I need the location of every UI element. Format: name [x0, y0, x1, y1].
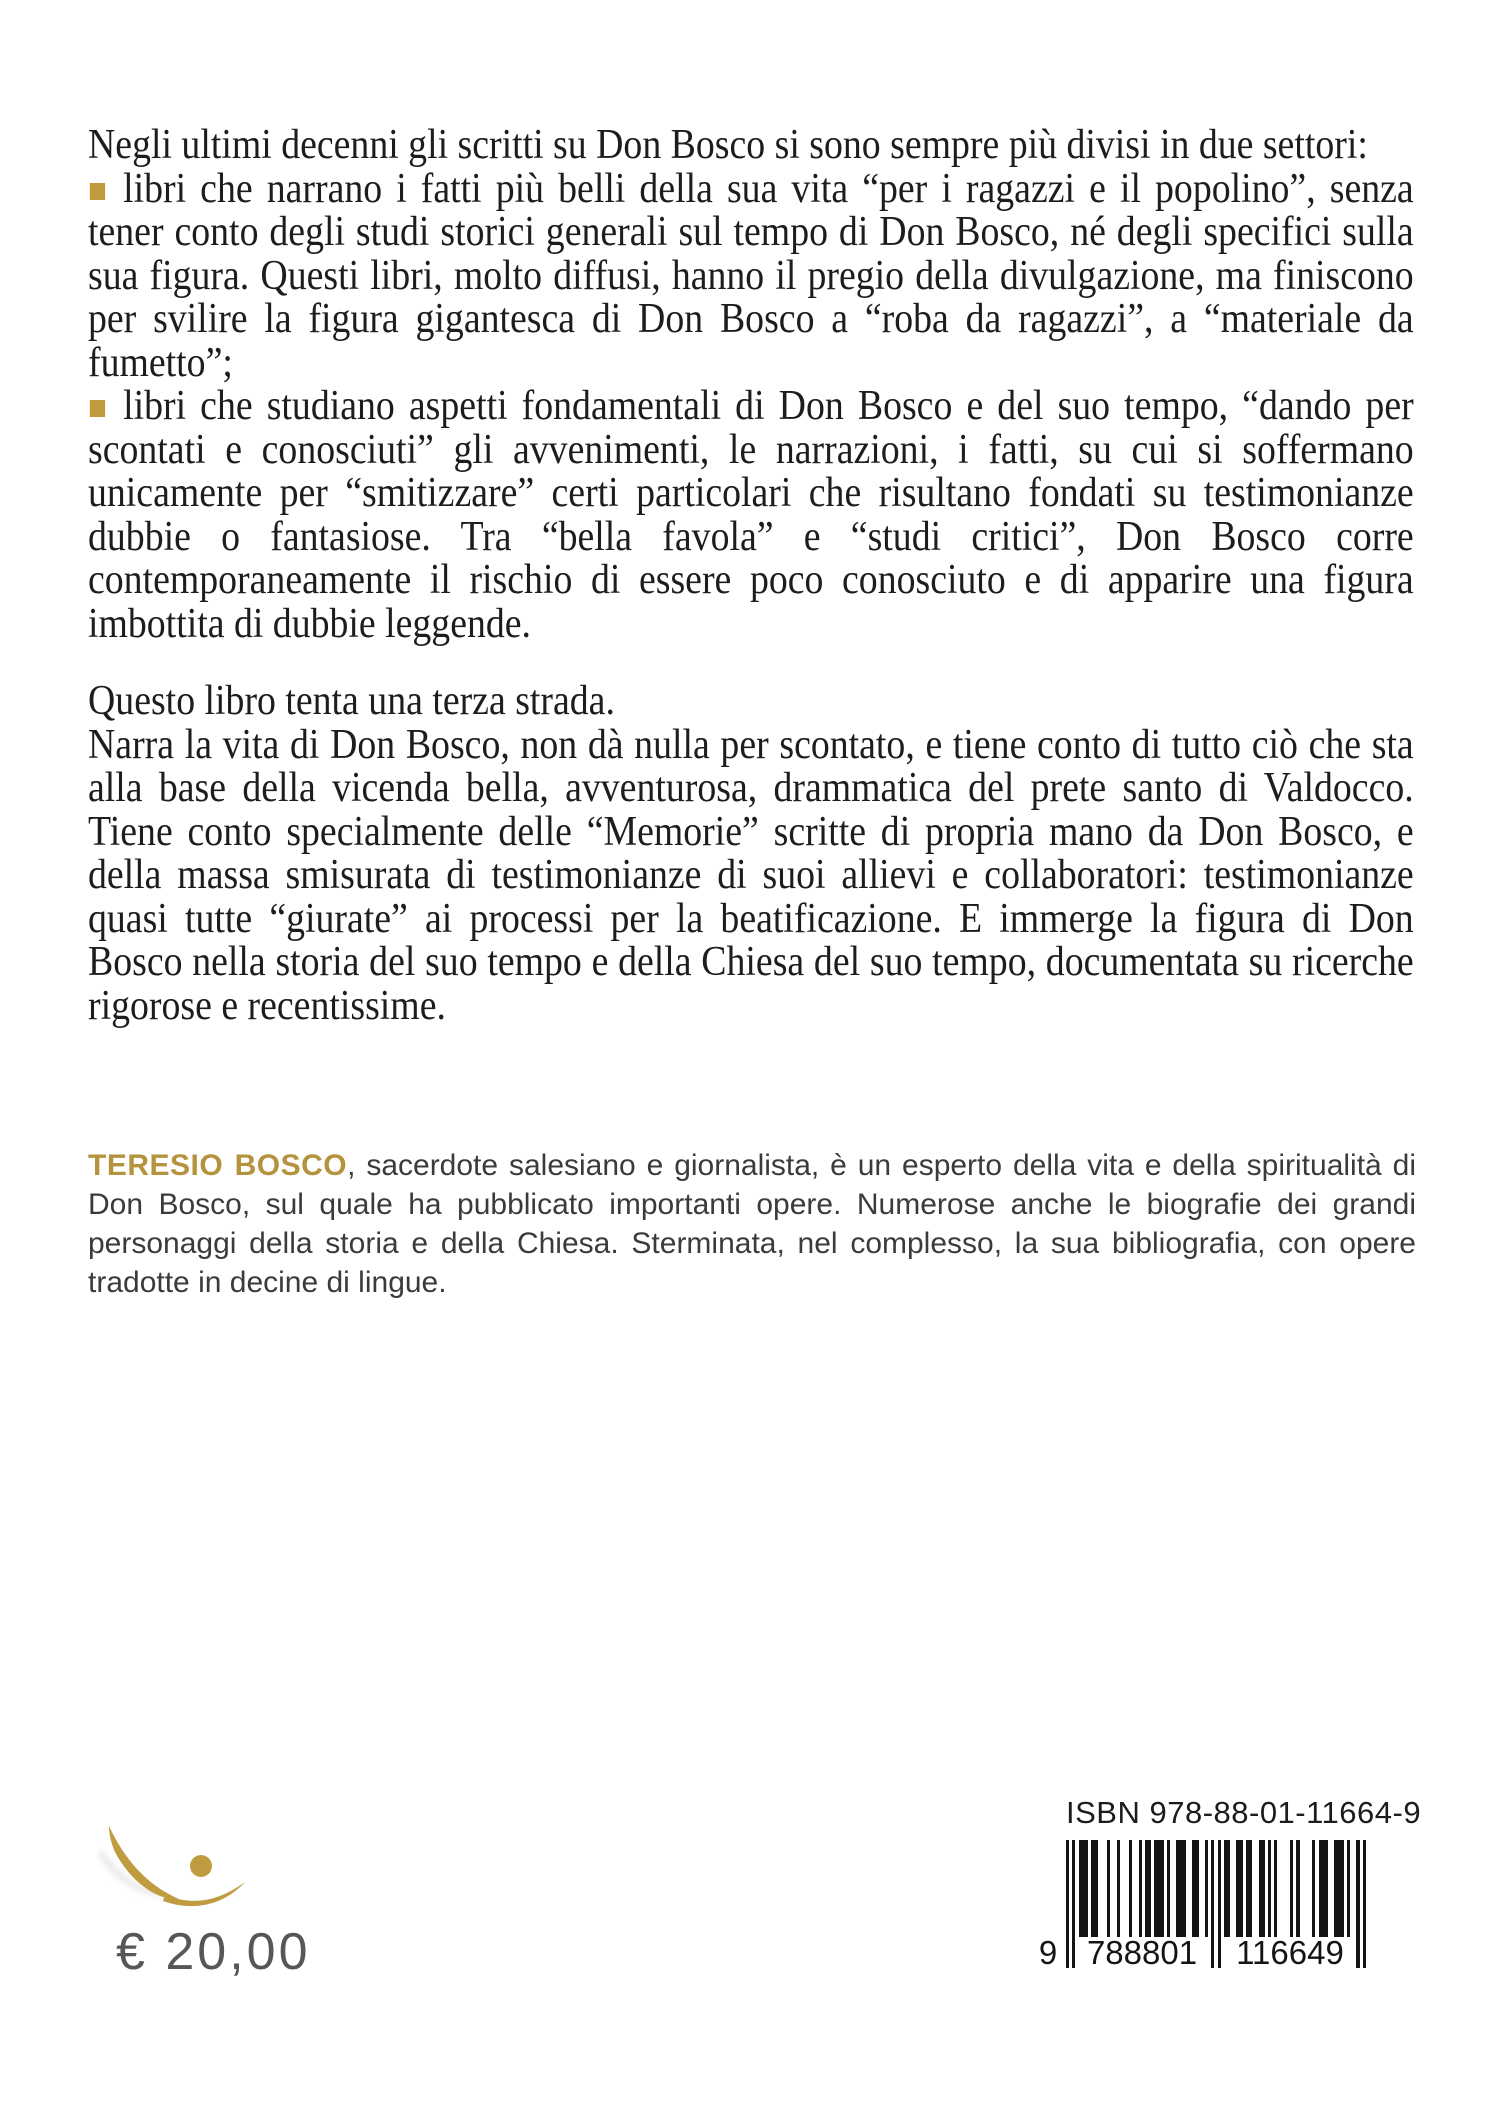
third-way-paragraph: Narra la vita di Don Bosco, non dà nulla per scontato, e tiene conto di tutto ciò che sta alla base della vicenda bella, avventurosa, drammatica del prete santo di Valdocco. Tiene conto specialmente delle “Memorie” scritte di propria mano da Don Bosco, e della massa smisurata di testimonianze di suoi allievi e collaboratori: testimonianze quasi tutte “giurate” ai processi per la beatificazione. E immerge la figura di Don Bosco nella storia del suo tempo e della Chiesa del suo tempo, documentata su ricerche rigorose e recentissime. — [88, 721, 1414, 1029]
ean-barcode — [1038, 1840, 1366, 1971]
bullet-square-icon — [90, 183, 105, 200]
bullet-text: libri che studiano aspetti fondamentali di Don Bosco e del suo tempo, “dando per scontati e conosciuti” gli avvenimenti, le narrazioni, i fatti, su cui si soffermano unicamente per “smitizzare” certi particolari che risultano fondati su testimonianze dubbie o fantasiose. Tra “bella favola” e “studi critici”, Don Bosco corre contemporaneamente il rischio di essere poco conosciuto e di apparire una figura imbottita di dubbie leggende. — [88, 383, 1414, 647]
logo-right-wing — [163, 1882, 245, 1906]
isbn-label: ISBN 978-88-01-11664-9 — [1066, 1795, 1422, 1830]
author-bio-text: , sacerdote salesiano e giornalista, è un esperto della vita e della spiritualità di Don Bosco, sul quale ha pubblicato importanti opere. Numerose anche le biografie dei grandi personaggi della storia e della Chiesa. Sterminata, nel complesso, la sua bibliografia, con opere tradotte in decine di lingue. — [88, 1149, 1416, 1299]
barcode-digit-group1: 788801 — [1086, 1934, 1198, 1971]
third-way-lead: Questo libro tenta una terza strada. — [88, 678, 615, 724]
bullet-square-icon — [90, 400, 105, 417]
author-bio — [88, 1146, 1416, 1302]
barcode-digit-first: 9 — [1038, 1934, 1058, 1971]
intro-paragraph: Negli ultimi decenni gli scritti su Don Bosco si sono sempre più divisi in due settori: — [88, 122, 1368, 168]
logo-dot — [190, 1855, 212, 1877]
price-label: € 20,00 — [116, 1923, 311, 1981]
bullet-item — [88, 165, 1414, 386]
body-copy — [88, 124, 1414, 1028]
bullet-text: libri che narrano i fatti più belli della sua vita “per i ragazzi e il popolino”, senza tener conto degli studi storici generali sul tempo di Don Bosco, né degli specifici sulla sua figura. Questi libri, molto diffusi, hanno il pregio della divulgazione, ma finiscono per svilire la figura gigantesca di Don Bosco a “roba da ragazzi”, a “materiale da fumetto”; — [88, 165, 1414, 386]
publisher-bird-logo-icon — [96, 1824, 248, 1912]
barcode-digit-group2: 116649 — [1236, 1934, 1344, 1971]
author-name: TERESIO BOSCO — [88, 1149, 348, 1182]
bullet-item — [88, 385, 1414, 646]
